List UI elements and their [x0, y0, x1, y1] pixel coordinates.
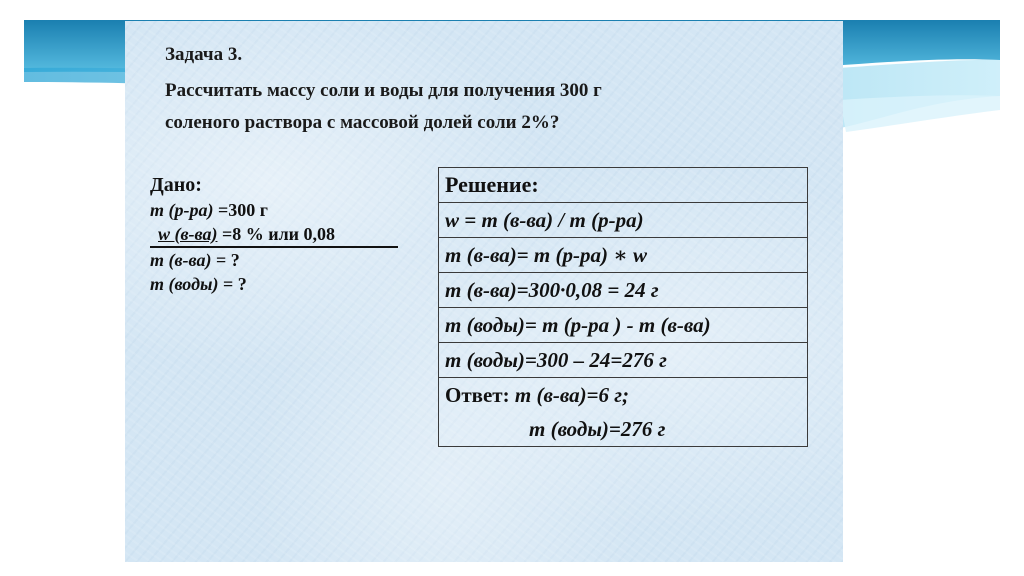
solution-formula: m (воды)= m (р-ра ) - m (в-ва): [439, 308, 808, 343]
solution-formula: m (в-ва)= m (р-ра) ∗ w: [439, 238, 808, 273]
answer-salt-mass: m (в-ва)=6 г;: [509, 383, 630, 407]
given-mass-fraction: [150, 222, 398, 248]
given-var: w (в-ва): [158, 224, 218, 244]
solution-table: [438, 167, 808, 447]
given-value: = ?: [218, 274, 247, 294]
solution-formula: m (в-ва)=300·0,08 = 24 г: [439, 273, 808, 308]
given-heading: Дано:: [150, 174, 202, 196]
task-statement-line-1: Рассчитать массу соли и воды для получения 300 г: [165, 80, 602, 101]
given-var: m (р-ра): [150, 200, 214, 220]
task-statement-line-2: соленого раствора с массовой долей соли 2%?: [165, 112, 560, 133]
answer-label: Ответ:: [445, 383, 510, 407]
solution-row: [439, 273, 808, 308]
solution-row: [439, 308, 808, 343]
given-salt-mass-unknown: [150, 248, 410, 272]
solution-row: [439, 168, 808, 203]
given-var: m (в-ва): [150, 250, 212, 270]
solution-answer: [439, 378, 808, 447]
solution-row: [439, 203, 808, 238]
solution-row: [439, 238, 808, 273]
solution-row: [439, 343, 808, 378]
solution-formula: w = m (в-ва) / m (р-ра): [439, 203, 808, 238]
given-var: m (воды): [150, 274, 219, 294]
solution-row: [439, 378, 808, 447]
answer-water-mass: m (воды)=276 г: [529, 417, 666, 441]
task-title: Задача 3.: [165, 44, 243, 65]
given-solution-mass: [150, 198, 410, 222]
given-water-mass-unknown: [150, 272, 410, 296]
task-statement: [165, 75, 765, 139]
given-value: =8 % или 0,08: [217, 224, 336, 244]
solution-formula: m (воды)=300 – 24=276 г: [439, 343, 808, 378]
given-value: = ?: [211, 250, 240, 270]
given-value: =300 г: [213, 200, 268, 220]
given-section: [150, 172, 410, 296]
solution-heading: Решение:: [439, 168, 808, 203]
